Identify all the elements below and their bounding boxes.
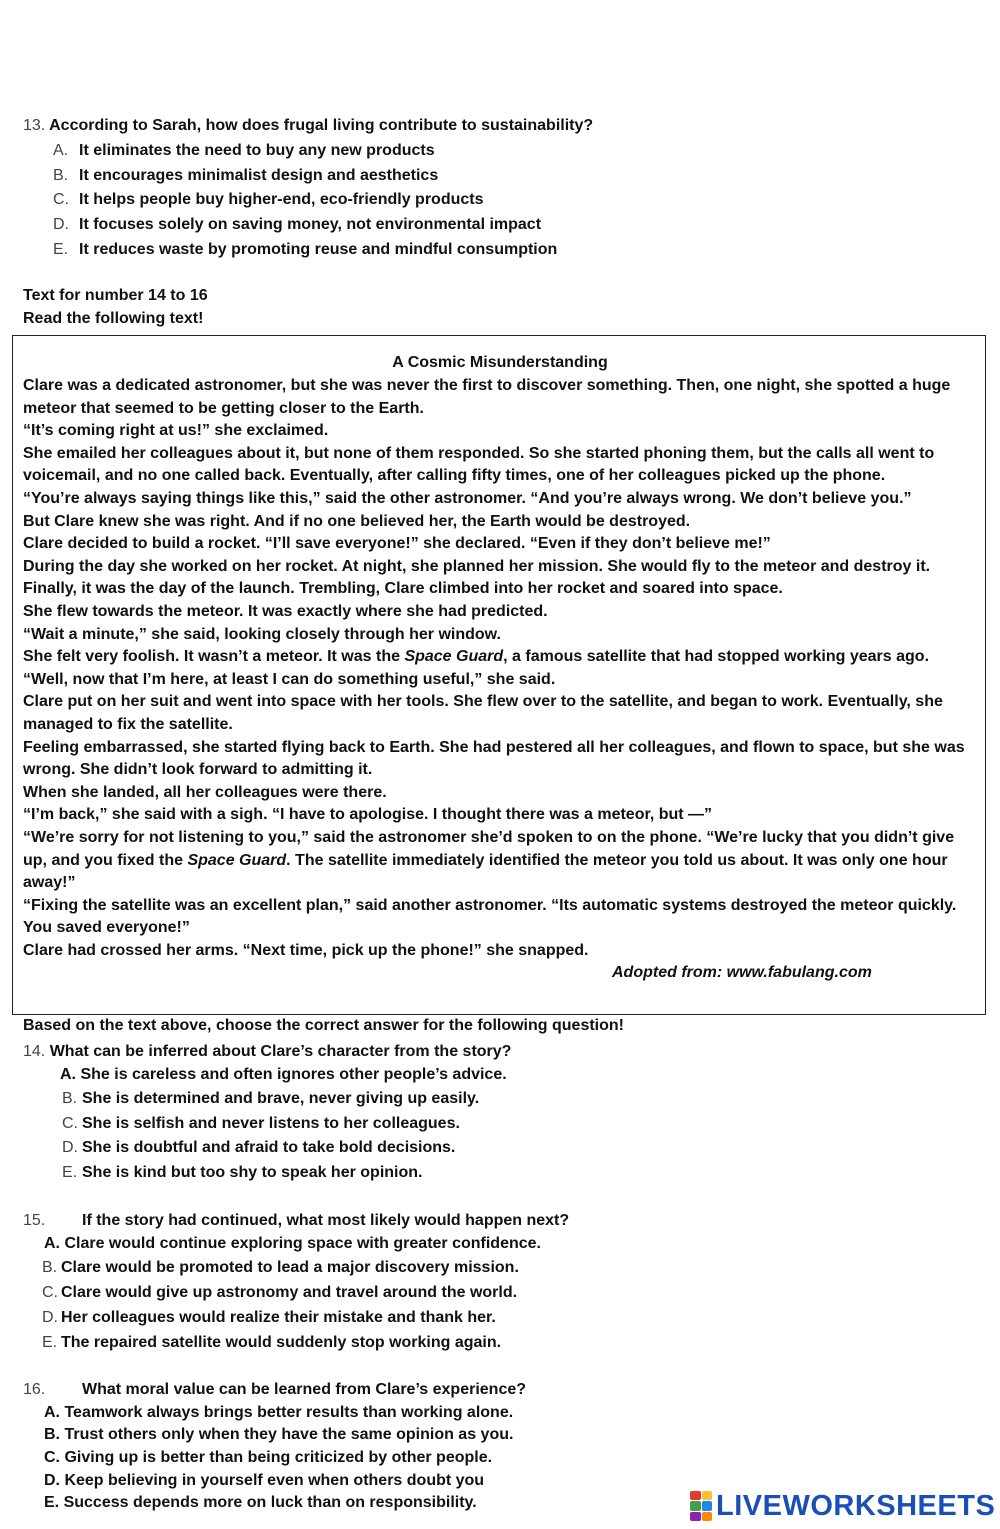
question-number: 13. <box>23 117 46 134</box>
question-text: What can be inferred about Clare’s character from the story? <box>49 1043 512 1060</box>
passage-line: Clare was a dedicated astronomer, but she was never the first to discover something. Then, one night, she spotted a huge <box>23 377 951 394</box>
instruction: Based on the text above, choose the correct answer for the following question! <box>23 1017 624 1034</box>
option-13-b[interactable] <box>53 167 438 185</box>
passage-line: wrong. She didn’t look forward to admitting it. <box>23 761 373 779</box>
passage-line: Clare had crossed her arms. “Next time, pick up the phone!” she snapped. <box>23 942 589 959</box>
option-text: It reduces waste by promoting reuse and mindful consumption <box>79 241 558 258</box>
option-letter: D. <box>44 1472 60 1489</box>
question-14 <box>23 1043 511 1061</box>
passage-line: “Fixing the satellite was an excellent plan,” said another astronomer. “Its automatic systems destroyed the meteor quickly. <box>23 896 957 914</box>
option-text: Trust others only when they have the same opinion as you. <box>64 1426 514 1443</box>
option-15-d[interactable] <box>42 1309 496 1327</box>
option-text: Her colleagues would realize their mistake and thank her. <box>61 1309 496 1326</box>
option-text: She is doubtful and afraid to take bold decisions. <box>82 1139 456 1156</box>
option-letter: C. <box>42 1284 58 1301</box>
passage-line: up, and you fixed the Space Guard. The satellite immediately identified the meteor you told us about. It was only one hour <box>23 851 948 869</box>
logo-text: LIVEWORKSHEETS <box>716 1489 996 1522</box>
passage-line: During the day she worked on her rocket. At night, she planned her mission. She would fly to the meteor and destroy it. <box>23 557 931 575</box>
passage-line: She felt very foolish. It wasn’t a meteor. It was the Space Guard, a famous satellite that had stopped working years ago. <box>23 648 930 666</box>
option-14-c[interactable] <box>62 1115 460 1133</box>
option-text: She is careless and often ignores other people’s advice. <box>80 1066 507 1083</box>
passage-line: voicemail, and no one called back. Eventually, after calling fifty times, one of her colleagues picked up the phone. <box>23 467 886 485</box>
option-letter: B. <box>62 1090 78 1107</box>
option-16-a[interactable] <box>44 1404 513 1422</box>
option-letter: A. <box>53 142 69 159</box>
option-letter: C. <box>44 1449 60 1466</box>
passage-line: “I’m back,” she said with a sigh. “I have to apologise. I thought there was a meteor, but —” <box>23 806 713 824</box>
option-15-b[interactable] <box>42 1259 519 1277</box>
passage-line: managed to fix the satellite. <box>23 716 233 733</box>
option-15-a[interactable] <box>44 1235 541 1253</box>
passage-line: “Wait a minute,” she said, looking closely through her window. <box>23 625 501 643</box>
option-text: She is kind but too shy to speak her opinion. <box>82 1164 423 1181</box>
option-letter: D. <box>62 1139 78 1156</box>
passage-line: Clare put on her suit and went into space with her tools. She flew over to the satellite, and began to work. Eventually, she <box>23 693 943 711</box>
option-text: Success depends more on luck than on responsibility. <box>63 1494 477 1511</box>
intro-line-1: Text for number 14 to 16 <box>23 287 208 304</box>
option-14-d[interactable] <box>62 1139 455 1157</box>
question-number: 15. <box>23 1212 46 1229</box>
question-text: If the story had continued, what most likely would happen next? <box>82 1212 570 1229</box>
passage-line: She emailed her colleagues about it, but none of them responded. So she started phoning them, but the calls all went to <box>23 444 935 462</box>
question-15 <box>23 1212 569 1230</box>
option-13-d[interactable] <box>53 216 541 234</box>
option-text: She is determined and brave, never giving up easily. <box>82 1090 480 1107</box>
passage-line: You saved everyone!” <box>23 919 190 937</box>
option-text: Clare would continue exploring space with greater confidence. <box>64 1235 541 1252</box>
passage-line: “You’re always saying things like this,” said the other astronomer. “And you’re always wrong. We don’t believe you.” <box>23 490 912 507</box>
question-number: 16. <box>23 1381 46 1398</box>
option-letter: B. <box>42 1259 58 1276</box>
passage-line: She flew towards the meteor. It was exactly where she had predicted. <box>23 603 548 620</box>
liveworksheets-logo[interactable] <box>690 1489 995 1523</box>
passage-line: away!” <box>23 874 76 892</box>
question-text: What moral value can be learned from Clare’s experience? <box>82 1381 527 1398</box>
question-16 <box>23 1381 526 1399</box>
passage-line: When she landed, all her colleagues were there. <box>23 783 387 801</box>
option-letter: D. <box>42 1309 58 1326</box>
option-letter: A. <box>60 1066 76 1083</box>
option-13-e[interactable] <box>53 241 557 259</box>
option-text: Clare would give up astronomy and travel around the world. <box>61 1284 518 1301</box>
option-14-e[interactable] <box>62 1164 422 1182</box>
option-16-b[interactable] <box>44 1426 513 1444</box>
option-letter: E. <box>53 241 69 258</box>
option-14-b[interactable] <box>62 1090 479 1108</box>
option-text: It focuses solely on saving money, not environmental impact <box>79 216 542 233</box>
option-text: Keep believing in yourself even when others doubt you <box>64 1472 485 1489</box>
option-letter: A. <box>44 1235 60 1252</box>
option-15-e[interactable] <box>42 1334 501 1352</box>
option-letter: C. <box>53 191 69 208</box>
option-text: It encourages minimalist design and aesthetics <box>79 167 439 184</box>
passage-source: Adopted from: www.fabulang.com <box>612 964 872 981</box>
option-13-a[interactable] <box>53 142 435 160</box>
option-letter: E. <box>62 1164 78 1181</box>
option-text: Clare would be promoted to lead a major discovery mission. <box>61 1259 519 1276</box>
option-letter: D. <box>53 216 69 233</box>
passage-line: Finally, it was the day of the launch. Trembling, Clare climbed into her rocket and soared into space. <box>23 580 783 598</box>
option-16-e[interactable] <box>44 1494 477 1512</box>
question-13 <box>23 117 593 135</box>
option-16-d[interactable] <box>44 1472 484 1490</box>
option-text: The repaired satellite would suddenly stop working again. <box>61 1334 502 1351</box>
option-text: It eliminates the need to buy any new products <box>79 142 435 159</box>
passage-line: meteor that seemed to be getting closer to the Earth. <box>23 399 424 417</box>
option-letter: E. <box>44 1494 60 1511</box>
option-14-a[interactable] <box>60 1066 507 1084</box>
option-letter: B. <box>53 167 69 184</box>
option-16-c[interactable] <box>44 1449 492 1467</box>
passage-line: “We’re sorry for not listening to you,” said the astronomer she’d spoken to on the phone. “We’re lucky that you didn’t give <box>23 829 955 846</box>
option-letter: C. <box>62 1115 78 1132</box>
passage-line: “It’s coming right at us!” she exclaimed. <box>23 422 329 440</box>
option-text: Teamwork always brings better results than working alone. <box>64 1404 514 1421</box>
question-number: 14. <box>23 1043 46 1060</box>
option-text: Giving up is better than being criticized by other people. <box>64 1449 493 1466</box>
option-text: She is selfish and never listens to her colleagues. <box>82 1115 460 1132</box>
option-text: It helps people buy higher-end, eco-friendly products <box>79 191 484 208</box>
passage-line: Clare decided to build a rocket. “I’ll save everyone!” she declared. “Even if they don’t believe me!” <box>23 535 771 553</box>
passage-line: Feeling embarrassed, she started flying back to Earth. She had pestered all her colleagues, and flown to space, but she was <box>23 738 965 756</box>
option-letter: B. <box>44 1426 60 1443</box>
option-15-c[interactable] <box>42 1284 517 1302</box>
question-text: According to Sarah, how does frugal living contribute to sustainability? <box>49 117 594 134</box>
passage-line: “Well, now that I’m here, at least I can do something useful,” she said. <box>23 670 556 688</box>
passage-title: A Cosmic Misunderstanding <box>392 354 608 371</box>
passage-line: But Clare knew she was right. And if no one believed her, the Earth would be destroyed. <box>23 512 691 530</box>
option-letter: A. <box>44 1404 60 1421</box>
intro-line-2: Read the following text! <box>23 310 204 327</box>
logo-icon <box>690 1491 712 1521</box>
option-13-c[interactable] <box>53 191 483 209</box>
option-letter: E. <box>42 1334 58 1351</box>
